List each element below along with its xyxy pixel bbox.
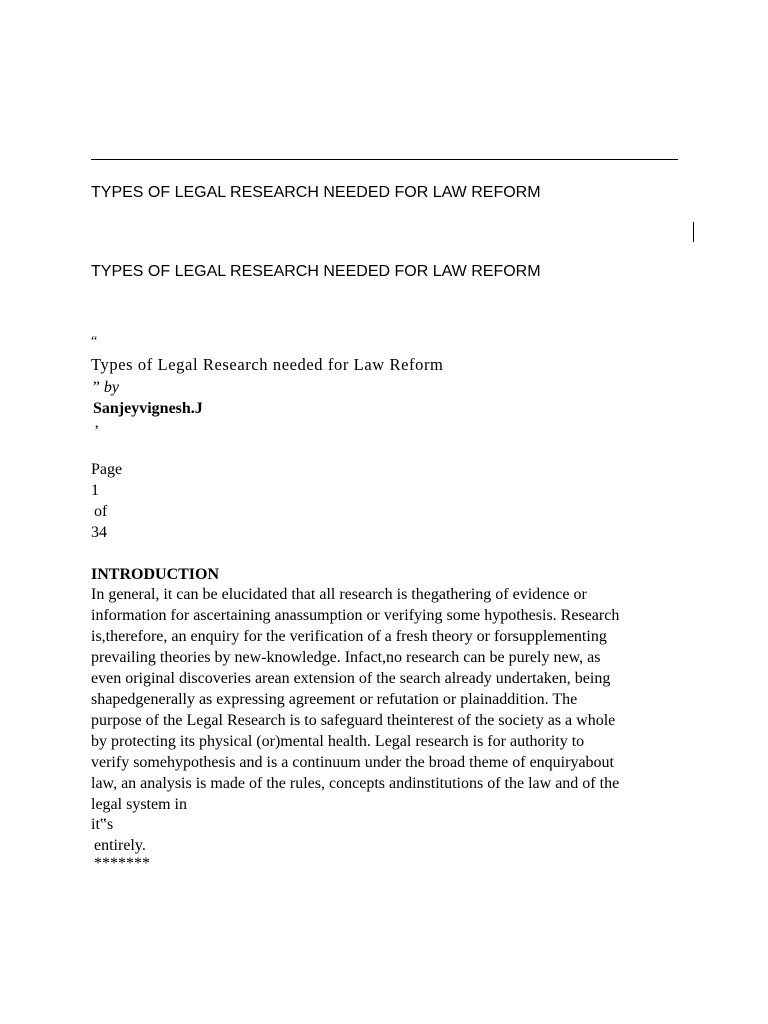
document-heading-primary: TYPES OF LEGAL RESEARCH NEEDED FOR LAW REFORM [91, 184, 541, 201]
page-of: of [94, 503, 108, 520]
introduction-heading: INTRODUCTION [91, 566, 220, 583]
paragraph-line: information for ascertaining anassumption or verifying some hypothesis. Research [91, 607, 620, 624]
document-title: Types of Legal Research needed for Law Reform [91, 355, 444, 374]
paragraph-line: prevailing theories by new-knowledge. Infact,no research can be purely new, as [91, 649, 601, 666]
by-line: ” by [91, 379, 119, 396]
paragraph-line: is,therefore, an enquiry for the verification of a fresh theory or forsupplementing [91, 628, 607, 645]
document-heading-secondary: TYPES OF LEGAL RESEARCH NEEDED FOR LAW REFORM [91, 263, 541, 280]
paragraph-line: purpose of the Legal Research is to safeguard theinterest of the society as a whole [91, 712, 616, 729]
entirely-word: entirely. [94, 837, 146, 854]
paragraph-line: shapedgenerally as expressing agreement or refutation or plainaddition. The [91, 691, 578, 708]
page-total: 34 [91, 524, 107, 541]
page-current: 1 [91, 482, 99, 499]
paragraph-line: by protecting its physical (or)mental health. Legal research is for authority to [91, 733, 585, 750]
introduction-paragraph [91, 584, 677, 815]
paragraph-line: even original discoveries arean extension of the search already undertaken, being [91, 670, 611, 687]
paragraph-line: law, an analysis is made of the rules, concepts andinstitutions of the law and of the [91, 775, 620, 792]
text-cursor [693, 222, 694, 242]
open-quote: “ [91, 334, 98, 349]
author-comma: ’ [94, 423, 100, 440]
author-name: Sanjeyvignesh.J [93, 400, 203, 417]
paragraph-line: verify somehypothesis and is a continuum under the broad theme of enquiryabout [91, 754, 614, 771]
its-word: it‟s [91, 816, 114, 833]
page-label: Page [91, 461, 123, 478]
paragraph-line: legal system in [91, 796, 187, 813]
paragraph-line: In general, it can be elucidated that all research is thegathering of evidence or [91, 586, 587, 603]
horizontal-rule [91, 159, 678, 160]
section-separator-stars: ******* [94, 855, 150, 872]
